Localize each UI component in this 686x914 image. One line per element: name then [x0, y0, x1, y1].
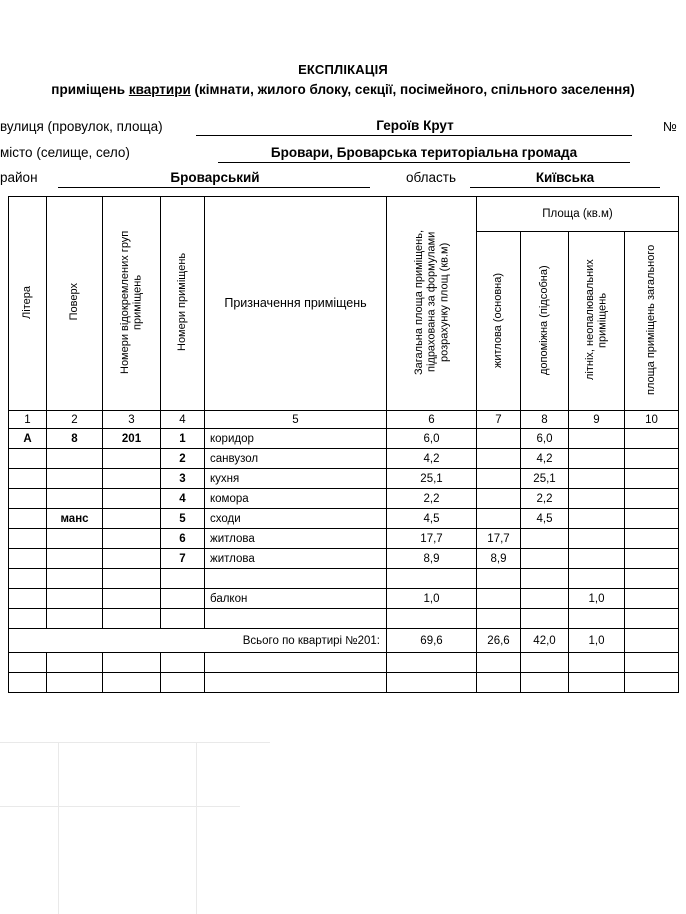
column-number-10: 10	[625, 411, 679, 429]
total-summer-area: 1,0	[569, 629, 625, 653]
cell-litera	[9, 529, 47, 549]
house-number-label: №	[663, 119, 677, 134]
cell-floor	[47, 569, 103, 589]
empty-cell	[521, 653, 569, 673]
cell-group	[103, 569, 161, 589]
header-cell-floor: Поверх	[47, 197, 103, 411]
table-header-row-1	[9, 197, 679, 232]
cell-room-number: 5	[161, 509, 205, 529]
header-cell-summer-area: літніх, неопалювальних приміщень	[569, 232, 625, 411]
cell-purpose: коридор	[205, 429, 387, 449]
cell-common-area	[625, 589, 679, 609]
table-row	[9, 529, 679, 549]
cell-room-number	[161, 589, 205, 609]
table-row	[9, 589, 679, 609]
subtitle-suffix: (кімнати, жилого блоку, секції, посімейного, спільного заселення)	[190, 82, 635, 97]
cell-purpose	[205, 569, 387, 589]
cell-group	[103, 489, 161, 509]
city-rule	[218, 162, 630, 163]
cell-group	[103, 449, 161, 469]
district-rule	[58, 187, 370, 188]
cell-aux-area	[521, 609, 569, 629]
empty-cell	[9, 673, 47, 693]
cell-purpose: кухня	[205, 469, 387, 489]
cell-floor	[47, 589, 103, 609]
cell-floor	[47, 469, 103, 489]
total-aux-area: 42,0	[521, 629, 569, 653]
cell-purpose: сходи	[205, 509, 387, 529]
cell-total-area: 25,1	[387, 469, 477, 489]
cell-aux-area: 6,0	[521, 429, 569, 449]
cell-group	[103, 529, 161, 549]
header-cell-area-group: Площа (кв.м)	[477, 197, 679, 232]
cell-litera	[9, 509, 47, 529]
street-value: Героїв Крут	[376, 118, 454, 133]
cell-purpose: житлова	[205, 529, 387, 549]
cell-summer-area: 1,0	[569, 589, 625, 609]
cell-summer-area	[569, 609, 625, 629]
cell-summer-area	[569, 569, 625, 589]
district-value: Броварський	[170, 170, 260, 185]
scan-artifact-line	[196, 742, 197, 914]
column-number-8: 8	[521, 411, 569, 429]
cell-aux-area: 4,2	[521, 449, 569, 469]
cell-floor: манс	[47, 509, 103, 529]
header-cell-group-numbers: Номери відокремлених груп приміщень	[103, 197, 161, 411]
cell-aux-area	[521, 549, 569, 569]
empty-cell	[103, 673, 161, 693]
cell-room-number: 4	[161, 489, 205, 509]
cell-living-area	[477, 509, 521, 529]
cell-common-area	[625, 529, 679, 549]
cell-common-area	[625, 429, 679, 449]
cell-common-area	[625, 509, 679, 529]
empty-cell	[477, 653, 521, 673]
cell-litera	[9, 489, 47, 509]
table-empty-row	[9, 673, 679, 693]
cell-living-area	[477, 489, 521, 509]
cell-summer-area	[569, 449, 625, 469]
empty-cell	[47, 653, 103, 673]
cell-floor	[47, 449, 103, 469]
table-row	[9, 469, 679, 489]
explication-table	[8, 196, 679, 693]
total-total-area: 69,6	[387, 629, 477, 653]
page-subtitle	[0, 82, 686, 97]
cell-group	[103, 549, 161, 569]
header-cell-aux-area: допоміжна (підсобна)	[521, 232, 569, 411]
cell-total-area: 1,0	[387, 589, 477, 609]
total-common-area	[625, 629, 679, 653]
cell-common-area	[625, 469, 679, 489]
cell-total-area: 2,2	[387, 489, 477, 509]
cell-summer-area	[569, 529, 625, 549]
empty-cell	[477, 673, 521, 693]
region-rule	[470, 187, 660, 188]
cell-group: 201	[103, 429, 161, 449]
column-number-row	[9, 411, 679, 429]
cell-common-area	[625, 449, 679, 469]
cell-aux-area	[521, 569, 569, 589]
cell-living-area	[477, 589, 521, 609]
cell-floor	[47, 489, 103, 509]
cell-floor	[47, 549, 103, 569]
table-row	[9, 549, 679, 569]
table-row	[9, 569, 679, 589]
column-number-7: 7	[477, 411, 521, 429]
cell-litera	[9, 549, 47, 569]
header-cell-litera: Літера	[9, 197, 47, 411]
empty-cell	[625, 653, 679, 673]
cell-summer-area	[569, 469, 625, 489]
empty-cell	[9, 653, 47, 673]
cell-summer-area	[569, 509, 625, 529]
cell-group	[103, 589, 161, 609]
empty-cell	[387, 673, 477, 693]
empty-cell	[103, 653, 161, 673]
cell-common-area	[625, 569, 679, 589]
cell-summer-area	[569, 429, 625, 449]
cell-total-area	[387, 569, 477, 589]
column-number-2: 2	[47, 411, 103, 429]
explication-table-wrapper	[8, 196, 678, 693]
scan-artifact-line	[0, 742, 270, 743]
column-number-4: 4	[161, 411, 205, 429]
cell-room-number	[161, 609, 205, 629]
cell-purpose: комора	[205, 489, 387, 509]
cell-aux-area: 4,5	[521, 509, 569, 529]
cell-aux-area	[521, 589, 569, 609]
total-living-area: 26,6	[477, 629, 521, 653]
cell-room-number: 6	[161, 529, 205, 549]
empty-cell	[161, 653, 205, 673]
cell-purpose: балкон	[205, 589, 387, 609]
street-label: вулиця (провулок, площа)	[0, 119, 163, 134]
header-cell-total-area: Загальна площа приміщень, підрахована за формулами розрахунку площ (кв.м)	[387, 197, 477, 411]
table-row	[9, 429, 679, 449]
cell-common-area	[625, 549, 679, 569]
column-number-9: 9	[569, 411, 625, 429]
cell-room-number: 7	[161, 549, 205, 569]
total-label: Всього по квартирі №201:	[9, 629, 387, 653]
cell-room-number: 2	[161, 449, 205, 469]
subtitle-prefix: приміщень	[51, 82, 129, 97]
cell-floor: 8	[47, 429, 103, 449]
empty-cell	[521, 673, 569, 693]
cell-group	[103, 609, 161, 629]
cell-total-area: 4,2	[387, 449, 477, 469]
scan-artifact-line	[58, 742, 59, 914]
cell-litera	[9, 569, 47, 589]
region-value: Київська	[535, 170, 595, 185]
table-row	[9, 509, 679, 529]
cell-floor	[47, 529, 103, 549]
cell-living-area	[477, 569, 521, 589]
page-title: ЕКСПЛІКАЦІЯ	[298, 62, 388, 77]
column-number-6: 6	[387, 411, 477, 429]
header-cell-room-numbers: Номери приміщень	[161, 197, 205, 411]
cell-total-area: 17,7	[387, 529, 477, 549]
cell-group	[103, 469, 161, 489]
empty-cell	[569, 653, 625, 673]
table-row	[9, 489, 679, 509]
empty-cell	[47, 673, 103, 693]
cell-litera: А	[9, 429, 47, 449]
city-label-main: місто	[0, 145, 33, 160]
cell-room-number: 3	[161, 469, 205, 489]
cell-aux-area: 25,1	[521, 469, 569, 489]
empty-cell	[161, 673, 205, 693]
table-row	[9, 449, 679, 469]
cell-common-area	[625, 609, 679, 629]
region-label: область	[406, 170, 456, 185]
street-rule	[196, 135, 632, 136]
cell-room-number: 1	[161, 429, 205, 449]
header-cell-purpose: Призначення приміщень	[205, 197, 387, 411]
cell-floor	[47, 609, 103, 629]
scan-artifact-line	[0, 806, 240, 807]
cell-aux-area	[521, 529, 569, 549]
cell-purpose	[205, 609, 387, 629]
cell-total-area: 8,9	[387, 549, 477, 569]
cell-common-area	[625, 489, 679, 509]
cell-living-area	[477, 469, 521, 489]
cell-total-area	[387, 609, 477, 629]
city-value: Бровари, Броварська територіальна громада	[270, 145, 578, 160]
column-number-5: 5	[205, 411, 387, 429]
cell-litera	[9, 449, 47, 469]
cell-living-area: 17,7	[477, 529, 521, 549]
empty-cell	[625, 673, 679, 693]
cell-litera	[9, 469, 47, 489]
cell-living-area	[477, 449, 521, 469]
table-total-row	[9, 629, 679, 653]
cell-total-area: 4,5	[387, 509, 477, 529]
empty-cell	[205, 653, 387, 673]
cell-purpose: санвузол	[205, 449, 387, 469]
cell-group	[103, 509, 161, 529]
cell-purpose: житлова	[205, 549, 387, 569]
cell-living-area	[477, 609, 521, 629]
cell-litera	[9, 589, 47, 609]
cell-room-number	[161, 569, 205, 589]
empty-cell	[387, 653, 477, 673]
subtitle-underlined-word: квартири	[128, 82, 191, 97]
cell-litera	[9, 609, 47, 629]
column-number-3: 3	[103, 411, 161, 429]
cell-summer-area	[569, 549, 625, 569]
cell-living-area: 8,9	[477, 549, 521, 569]
table-empty-row	[9, 653, 679, 673]
header-cell-common-area: площа приміщень загального	[625, 232, 679, 411]
city-label-rest: (селище, село)	[32, 145, 130, 160]
header-cell-living-area: житлова (основна)	[477, 232, 521, 411]
cell-total-area: 6,0	[387, 429, 477, 449]
city-label	[0, 145, 130, 160]
cell-aux-area: 2,2	[521, 489, 569, 509]
empty-cell	[205, 673, 387, 693]
district-label: район	[0, 170, 38, 185]
cell-living-area	[477, 429, 521, 449]
column-number-1: 1	[9, 411, 47, 429]
empty-cell	[569, 673, 625, 693]
cell-summer-area	[569, 489, 625, 509]
table-row	[9, 609, 679, 629]
